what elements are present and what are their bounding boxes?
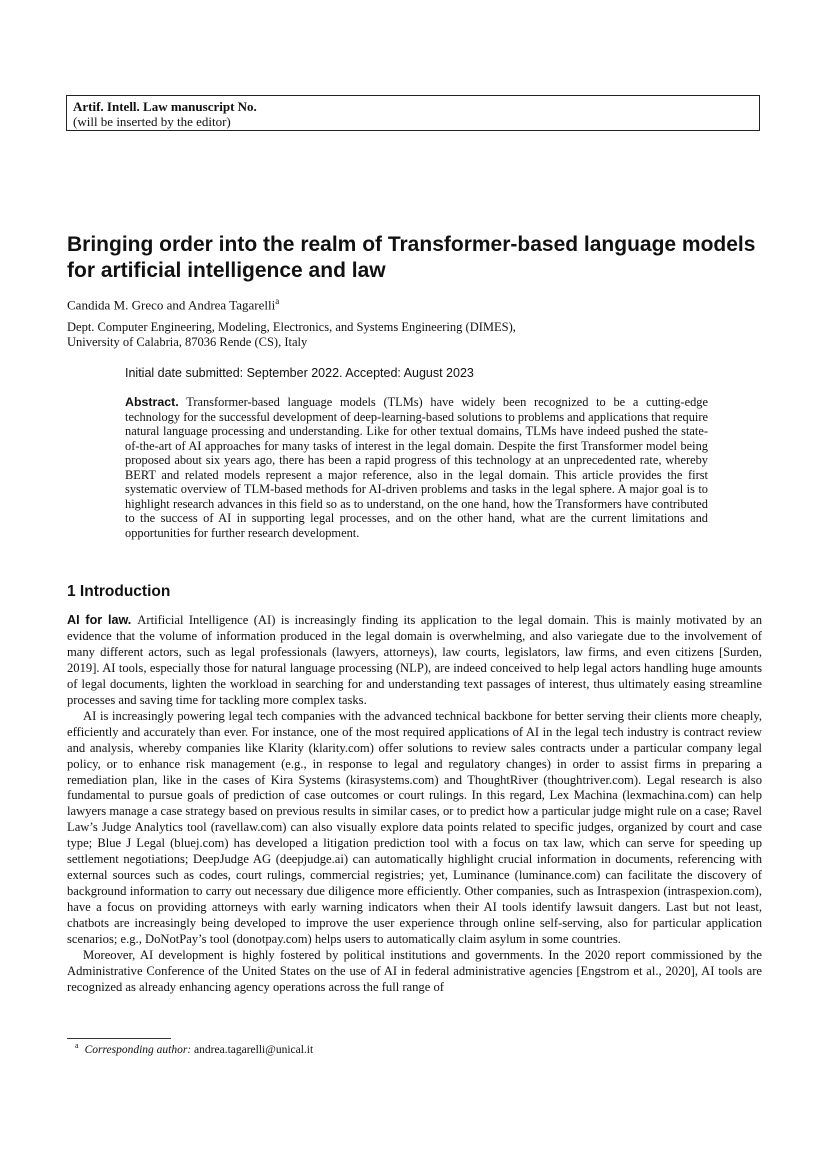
- manuscript-header-box: [66, 95, 760, 131]
- body-paragraph: AI is increasingly powering legal tech companies with the advanced technical backbone for better serving their clients more cheaply, efficiently and accurately than ever. For instance, one of the most required applications of AI in the legal tech industry is contract review and analysis, whereby companies like Klarity (klarity.com) offer solutions to review sales contracts under a particular company legal policy, or to enhance risk management (e.g., in response to legal and regulatory changes) in order to assist firms in preparing a remediation plan, like in the cases of Kira Systems (kirasystems.com) and ThoughtRiver (thoughtriver.com). Legal research is also fundamental to pursue goals of prediction of case outcomes or court rulings. In this regard, Lex Machina (lexmachina.com) can help lawyers manage a case strategy based on previous results in similar cases, or to predict how a particular judge might rule on a case; Ravel Law’s Judge Analytics tool (ravellaw.com) can also visually explore data points related to specific judges, organized by court and case type; Blue J Legal (bluej.com) has developed a litigation prediction tool with a focus on tax law, which can serve for speeding up settlement negotiations; DeepJudge AG (deepjudge.ai) can automatically highlight crucial information in documents, referencing with external sources such as codes, court rulings, commercial registries; yet, Luminance (luminance.com) can facilitate the discovery of background information to carry out necessary due diligence more efficiently. Other companies, such as Intraspexion (intraspexion.com), have a focus on providing attorneys with early warning indicators when their AI tools identify lawsuit dangers. Last but not least, chatbots are increasingly being developed to improve the user experience through online self-serving, also for particular application scenarios; e.g., DoNotPay’s tool (donotpay.com) helps users to automatically claim asylum in some countries.: [67, 708, 762, 947]
- journal-manuscript-label: Artif. Intell. Law manuscript No.: [73, 99, 257, 114]
- section-heading: 1 Introduction: [67, 583, 171, 600]
- paper-title: Bringing order into the realm of Transformer-based language models for artificial intelligence and law: [67, 233, 756, 282]
- footnote-rule: [67, 1038, 171, 1039]
- section-body: [67, 613, 762, 996]
- footnote: [75, 1041, 313, 1056]
- author-names: Candida M. Greco and Andrea Tagarelli: [67, 297, 276, 313]
- affiliation-line: Dept. Computer Engineering, Modeling, Electronics, and Systems Engineering (DIMES),: [67, 320, 516, 334]
- submission-dates: Initial date submitted: September 2022. Accepted: August 2023: [125, 366, 474, 380]
- footnote-email: andrea.tagarelli@unical.it: [194, 1043, 314, 1056]
- author-line: [67, 296, 279, 313]
- abstract: [125, 395, 708, 540]
- footnote-mark: a: [75, 1041, 79, 1050]
- footnote-label: Corresponding author:: [84, 1043, 192, 1056]
- body-paragraph: [67, 613, 762, 709]
- editor-note: (will be inserted by the editor): [73, 114, 231, 129]
- abstract-text: Transformer-based language models (TLMs) have widely been recognized to be a cutting-edge technology for the successful development of deep-learning-based solutions to problems and applications that require natural language processing and understanding. Like for other textual domains, TLMs have indeed pushed the state-of-the-art of AI approaches for many tasks of interest in the legal domain. Despite the first Transformer model being proposed about six years ago, there has been a rapid progress of this technology at an unprecedented rate, whereby BERT and related models represent a major reference, also in the legal domain. This article provides the first systematic overview of TLM-based methods for AI-driven problems and tasks in the legal sphere. A major goal is to highlight research advances in this field so as to understand, on the one hand, how the Transformers have contributed to the success of AI in supporting legal processes, and on the other hand, what are the current limitations and opportunities for further research development.: [125, 395, 709, 540]
- affiliation: [67, 320, 627, 350]
- author-footnote-mark: a: [275, 296, 280, 306]
- runin-heading: AI for law.: [67, 613, 132, 627]
- affiliation-line: University of Calabria, 87036 Rende (CS), Italy: [67, 335, 308, 349]
- body-paragraph: Moreover, AI development is highly fostered by political institutions and governments. In the 2020 report commissioned by the Administrative Conference of the United States on the use of AI in federal administrative agencies [Engstrom et al., 2020], AI tools are recognized as already enhancing agency operations across the full range of: [67, 948, 762, 994]
- paragraph-text: Artificial Intelligence (AI) is increasingly finding its application to the legal domain. This is mainly motivated by an evidence that the volume of information produced in the legal domain is overwhelming, and also variegate due to the involvement of many different actors, such as legal professionals (lawyers, attorneys), law courts, legislators, law firms, and even citizens [Surden, 2019]. AI tools, especially those for natural language processing (NLP), are indeed conceived to help legal actors handling huge amounts of legal documents, lighten the workload in searching for and understanding text passages of interest, thus ultimately easing streamline processes and saving time for tackling more complex tasks.: [67, 613, 762, 707]
- abstract-label: Abstract.: [125, 395, 179, 409]
